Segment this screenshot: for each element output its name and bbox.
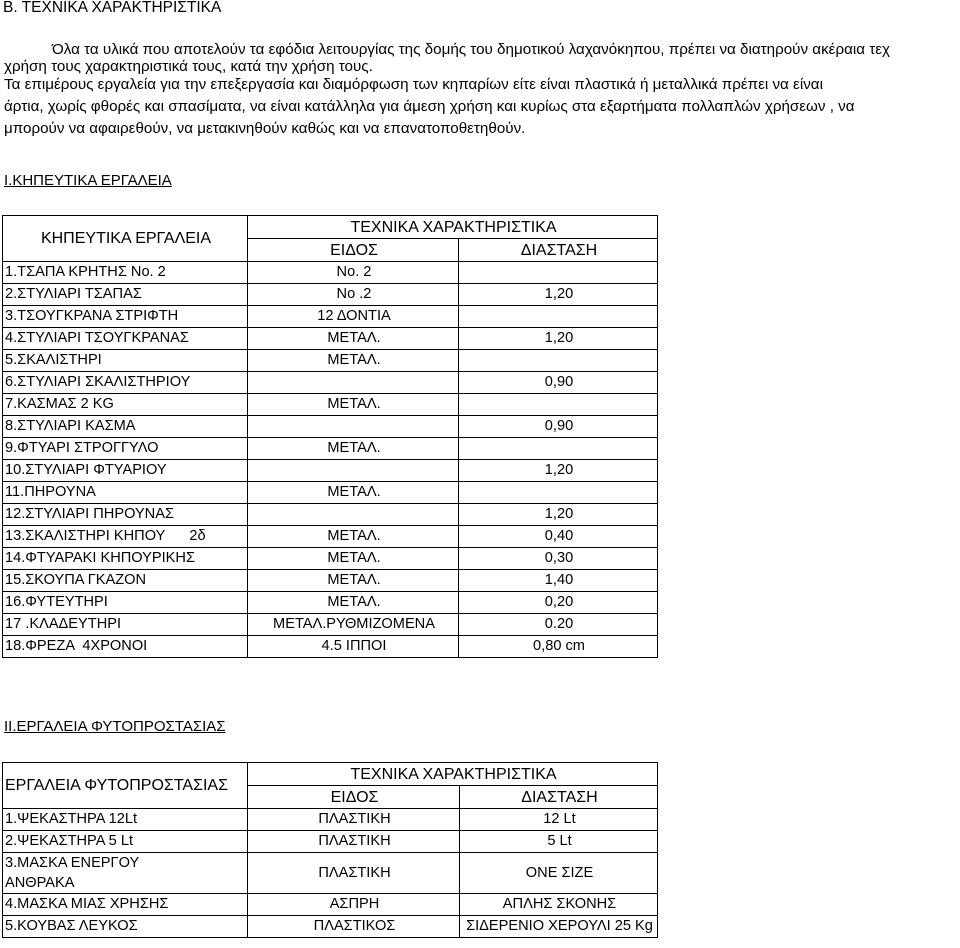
tool-name-line: 3.ΜΑΣΚΑ ΕΝΕΡΓΟΥ [5, 855, 140, 871]
tool-dimension: 1,20 [459, 284, 658, 306]
tool-dimension: 0,20 [459, 592, 658, 614]
tool-type: ΜΕΤΑΛ. [248, 438, 459, 460]
tool-name: 4.ΣΤΥΛΙΑΡΙ ΤΣΟΥΓΚΡΑΝΑΣ [3, 328, 248, 350]
tool-dimension: 0,90 [459, 372, 658, 394]
tool-dimension: 1,20 [459, 504, 658, 526]
plant-protection-table [2, 762, 658, 938]
tool-dimension: 0,90 [459, 416, 658, 438]
tool-type: ΑΣΠΡΗ [248, 894, 460, 916]
tool-name: 17 .ΚΛΑΔΕΥΤΗΡΙ [3, 614, 248, 636]
tool-dimension: 0,40 [459, 526, 658, 548]
plant-protection-heading: ΙΙ.ΕΡΓΑΛΕΙΑ ΦΥΤΟΠΡΟΣΤΑΣΙΑΣ [4, 718, 226, 735]
col-header-type: ΕΙΔΟΣ [248, 786, 460, 809]
table-row [3, 328, 658, 350]
table-row [3, 548, 658, 570]
tool-dimension: 0,30 [459, 548, 658, 570]
col-header-specs: ΤΕΧΝΙΚΑ ΧΑΡΑΚΤΗΡΙΣΤΙΚΑ [248, 763, 658, 786]
col-header-specs: ΤΕΧΝΙΚΑ ΧΑΡΑΚΤΗΡΙΣΤΙΚΑ [248, 216, 658, 239]
intro-line: άρτια, χωρίς φθορές και σπασίματα, να είναι κατάλληλα για άμεση χρήση και κυρίως στα εξαρτήματα πολλαπλών χρήσεων , να [4, 98, 855, 115]
tool-type: ΜΕΤΑΛ. [248, 482, 459, 504]
tool-type: ΜΕΤΑΛ. [248, 350, 459, 372]
tool-name: 15.ΣΚΟΥΠΑ ΓΚΑΖΟΝ [3, 570, 248, 592]
tool-type: Νο. 2 [248, 262, 459, 284]
tool-dimension [459, 482, 658, 504]
col-header-tools: ΕΡΓΑΛΕΙΑ ΦΥΤΟΠΡΟΣΤΑΣΙΑΣ [3, 763, 248, 809]
tool-type: ΜΕΤΑΛ. [248, 570, 459, 592]
tool-name: 3.ΤΣΟΥΓΚΡΑΝΑ ΣΤΡΙΦΤΗ [3, 306, 248, 328]
table-row [3, 438, 658, 460]
intro-paragraph [4, 39, 960, 140]
tool-dimension: 1,20 [459, 460, 658, 482]
tool-dimension: ΑΠΛΗΣ ΣΚΟΝΗΣ [460, 894, 658, 916]
tool-type: ΜΕΤΑΛ. [248, 548, 459, 570]
tool-name: 5.ΚΟΥΒΑΣ ΛΕΥΚΟΣ [3, 916, 248, 938]
tool-name: 5.ΣΚΑΛΙΣΤΗΡΙ [3, 350, 248, 372]
table-row [3, 482, 658, 504]
tool-type [248, 416, 459, 438]
tool-name: 2.ΣΤΥΛΙΑΡΙ ΤΣΑΠΑΣ [3, 284, 248, 306]
section-title: Β. ΤΕΧΝΙΚΑ ΧΑΡΑΚΤΗΡΙΣΤΙΚΑ [3, 0, 222, 16]
tool-name: 16.ΦΥΤΕΥΤΗΡΙ [3, 592, 248, 614]
tool-dimension: 1,20 [459, 328, 658, 350]
tool-name: 18.ΦΡΕΖΑ 4ΧΡΟΝΟΙ [3, 636, 248, 658]
tool-type: Νο .2 [248, 284, 459, 306]
tool-type: ΠΛΑΣΤΙΚΟΣ [248, 916, 460, 938]
table-row [3, 636, 658, 658]
tool-dimension: 0.20 [459, 614, 658, 636]
tool-type: ΜΕΤΑΛ.ΡΥΘΜΙΖΟΜΕΝΑ [248, 614, 459, 636]
tool-type [248, 504, 459, 526]
table-row [3, 916, 658, 938]
tool-type [248, 460, 459, 482]
tool-name: 11.ΠΗΡΟΥΝΑ [3, 482, 248, 504]
table-row [3, 831, 658, 853]
tool-dimension [459, 262, 658, 284]
table-row [3, 570, 658, 592]
tool-name: 7.ΚΑΣΜΑΣ 2 KG [3, 394, 248, 416]
tool-type: ΜΕΤΑΛ. [248, 328, 459, 350]
intro-line: Τα επιμέρους εργαλεία για την επεξεργασία και διαμόρφωση των κηπαρίων είτε είναι πλαστικά ή μεταλλικά πρέπει να είναι [4, 76, 823, 93]
table-row [3, 350, 658, 372]
tool-name: 14.ΦΤΥΑΡΑΚΙ ΚΗΠΟΥΡΙΚΗΣ [3, 548, 248, 570]
table-row [3, 592, 658, 614]
intro-line: χρήση τους χαρακτηριστικά τους, κατά την χρήση τους. [4, 58, 373, 75]
tool-dimension: 0,80 cm [459, 636, 658, 658]
tool-name [3, 853, 248, 894]
tool-name: 1.ΨΕΚΑΣΤΗΡΑ 12Lt [3, 809, 248, 831]
tool-dimension [459, 350, 658, 372]
tool-type: ΠΛΑΣΤΙΚΗ [248, 853, 460, 894]
tool-name: 4.ΜΑΣΚΑ ΜΙΑΣ ΧΡΗΣΗΣ [3, 894, 248, 916]
tool-type: ΠΛΑΣΤΙΚΗ [248, 831, 460, 853]
tool-type: 4.5 ΙΠΠΟΙ [248, 636, 459, 658]
col-header-tools: ΚΗΠΕΥΤΙΚΑ ΕΡΓΑΛΕΙΑ [3, 216, 248, 262]
table-row [3, 853, 658, 894]
tool-type: 12 ΔΟΝΤΙΑ [248, 306, 459, 328]
table-row [3, 284, 658, 306]
tool-name: 2.ΨΕΚΑΣΤΗΡΑ 5 Lt [3, 831, 248, 853]
garden-tools-table [2, 215, 658, 658]
tool-name: 6.ΣΤΥΛΙΑΡΙ ΣΚΑΛΙΣΤΗΡΙΟΥ [3, 372, 248, 394]
table-row [3, 894, 658, 916]
tool-name-line: ΑΝΘΡΑΚΑ [5, 875, 75, 891]
table-row [3, 372, 658, 394]
table-row [3, 526, 658, 548]
tool-type: ΜΕΤΑΛ. [248, 526, 459, 548]
col-header-dimension: ΔΙΑΣΤΑΣΗ [459, 239, 658, 262]
tool-dimension [459, 306, 658, 328]
tool-dimension [459, 394, 658, 416]
tool-name: 13.ΣΚΑΛΙΣΤΗΡΙ ΚΗΠΟΥ 2δ [3, 526, 248, 548]
tool-type [248, 372, 459, 394]
tool-name: 9.ΦΤΥΑΡΙ ΣΤΡΟΓΓΥΛΟ [3, 438, 248, 460]
col-header-type: ΕΙΔΟΣ [248, 239, 459, 262]
tool-name: 12.ΣΤΥΛΙΑΡΙ ΠΗΡΟΥΝΑΣ [3, 504, 248, 526]
table-row [3, 504, 658, 526]
tool-name: 10.ΣΤΥΛΙΑΡΙ ΦΤΥΑΡΙΟΥ [3, 460, 248, 482]
tool-type: ΜΕΤΑΛ. [248, 592, 459, 614]
tool-type: ΠΛΑΣΤΙΚΗ [248, 809, 460, 831]
table-row [3, 614, 658, 636]
tool-dimension: 1,40 [459, 570, 658, 592]
tool-dimension: ΟΝΕ ΣΙΖΕ [460, 853, 658, 894]
garden-tools-heading: Ι.ΚΗΠΕΥΤΙΚΑ ΕΡΓΑΛΕΙΑ [4, 172, 172, 189]
tool-dimension: 5 Lt [460, 831, 658, 853]
table-row [3, 809, 658, 831]
table-row [3, 306, 658, 328]
tool-dimension: 12 Lt [460, 809, 658, 831]
tool-name: 8.ΣΤΥΛΙΑΡΙ ΚΑΣΜΑ [3, 416, 248, 438]
intro-line: Όλα τα υλικά που αποτελούν τα εφόδια λειτουργίας της δομής του δημοτικού λαχανόκηπου, πρέπει να διατηρούν ακέραια τεχ [52, 41, 890, 58]
intro-line: μπορούν να αφαιρεθούν, να μετακινηθούν καθώς και να επανατοποθετηθούν. [4, 120, 526, 137]
tool-dimension: ΣΙΔΕΡΕΝΙΟ ΧΕΡΟΥΛΙ 25 Kg [460, 916, 658, 938]
table-row [3, 416, 658, 438]
table-row [3, 460, 658, 482]
tool-type: ΜΕΤΑΛ. [248, 394, 459, 416]
table-row [3, 262, 658, 284]
tool-dimension [459, 438, 658, 460]
table-row [3, 394, 658, 416]
tool-name: 1.ΤΣΑΠΑ ΚΡΗΤΗΣ Νο. 2 [3, 262, 248, 284]
col-header-dimension: ΔΙΑΣΤΑΣΗ [460, 786, 658, 809]
